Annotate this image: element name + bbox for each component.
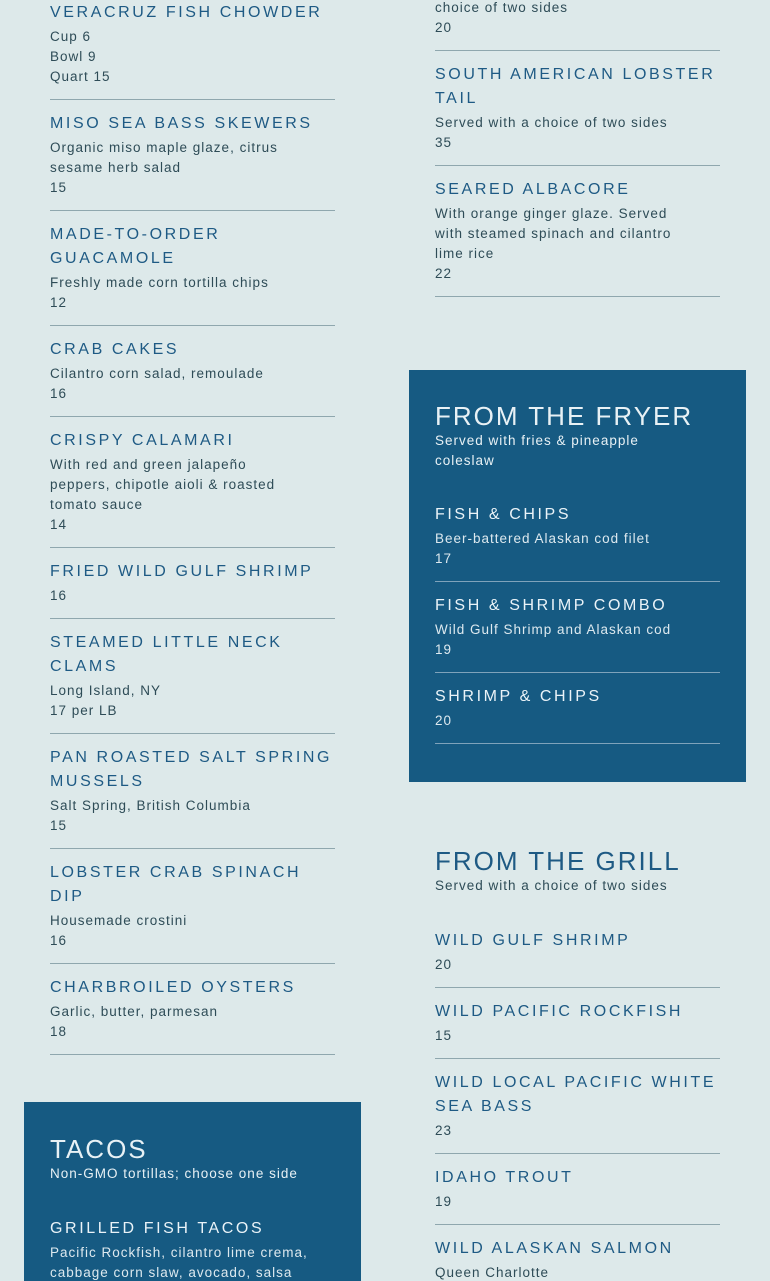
item-price: 23 bbox=[435, 1123, 453, 1138]
item-name: WILD ALASKAN SALMON bbox=[435, 1240, 674, 1257]
fryer-subtitle-1: Served with fries & pineapple bbox=[435, 433, 639, 448]
item-name: WILD GULF SHRIMP bbox=[435, 932, 631, 949]
menu-item bbox=[435, 1071, 720, 1154]
menu-item bbox=[50, 1, 335, 100]
menu-item bbox=[435, 594, 720, 673]
item-description: With orange ginger glaze. Served bbox=[435, 206, 668, 221]
item-description: Queen Charlotte bbox=[435, 1265, 550, 1280]
menu-item bbox=[435, 685, 720, 744]
tacos-panel bbox=[24, 1102, 361, 1281]
item-description: Quart 15 bbox=[50, 69, 111, 84]
menu-item bbox=[435, 1166, 720, 1225]
item-name: FISH & CHIPS bbox=[435, 506, 572, 523]
item-price: 15 bbox=[50, 818, 68, 833]
item-name: FRIED WILD GULF SHRIMP bbox=[50, 563, 314, 580]
menu-item bbox=[50, 976, 335, 1055]
grill-items bbox=[435, 929, 720, 1281]
menu-item bbox=[50, 112, 335, 211]
menu-item bbox=[50, 338, 335, 417]
item-price: 17 per LB bbox=[50, 703, 118, 718]
item-description: Cup 6 bbox=[50, 29, 92, 44]
item-description: choice of two sides bbox=[435, 0, 569, 15]
item-description: lime rice bbox=[435, 246, 495, 261]
entrees-items bbox=[435, 63, 720, 297]
item-description: Long Island, NY bbox=[50, 683, 162, 698]
menu-item bbox=[50, 631, 335, 734]
tacos-items bbox=[50, 1217, 340, 1281]
item-name: VERACRUZ FISH CHOWDER bbox=[50, 4, 323, 21]
item-name: LOBSTER CRAB SPINACH DIP bbox=[50, 864, 302, 905]
tacos-title: TACOS bbox=[50, 1134, 148, 1164]
item-name: IDAHO TROUT bbox=[435, 1169, 574, 1186]
item-description: Beer-battered Alaskan cod filet bbox=[435, 531, 650, 546]
menu-item bbox=[50, 1217, 340, 1281]
item-name: WILD LOCAL PACIFIC WHITE SEA BASS bbox=[435, 1074, 717, 1115]
item-price: 19 bbox=[435, 642, 453, 657]
item-name: MISO SEA BASS SKEWERS bbox=[50, 115, 313, 132]
appetizers-list bbox=[50, 1, 335, 1067]
item-price: 35 bbox=[435, 135, 453, 150]
item-description: Cilantro corn salad, remoulade bbox=[50, 366, 264, 381]
item-price: 15 bbox=[435, 1028, 453, 1043]
item-description: tomato sauce bbox=[50, 497, 144, 512]
entrees-list bbox=[435, 0, 720, 309]
item-description: Salt Spring, British Columbia bbox=[50, 798, 251, 813]
fryer-title: FROM THE FRYER bbox=[435, 401, 694, 431]
menu-item bbox=[435, 1000, 720, 1059]
tacos-subtitle: Non-GMO tortillas; choose one side bbox=[50, 1166, 298, 1181]
item-description: cabbage corn slaw, avocado, salsa bbox=[50, 1265, 293, 1280]
menu-item bbox=[435, 503, 720, 582]
menu-item bbox=[435, 1237, 720, 1281]
item-price: 16 bbox=[50, 588, 68, 603]
item-name: MADE-TO-ORDER GUACAMOLE bbox=[50, 226, 221, 267]
item-price: 20 bbox=[435, 957, 453, 972]
item-description: Organic miso maple glaze, citrus bbox=[50, 140, 278, 155]
menu-item bbox=[50, 861, 335, 964]
item-name: SOUTH AMERICAN LOBSTER TAIL bbox=[435, 66, 716, 107]
item-name: SHRIMP & CHIPS bbox=[435, 688, 602, 705]
item-description: with steamed spinach and cilantro bbox=[435, 226, 672, 241]
item-description: Bowl 9 bbox=[50, 49, 97, 64]
item-name: CHARBROILED OYSTERS bbox=[50, 979, 296, 996]
grill-section bbox=[435, 846, 720, 1281]
item-description: sesame herb salad bbox=[50, 160, 182, 175]
item-price: 16 bbox=[50, 933, 68, 948]
fryer-panel bbox=[409, 370, 746, 782]
item-description: Wild Gulf Shrimp and Alaskan cod bbox=[435, 622, 672, 637]
menu-item bbox=[435, 63, 720, 166]
menu-item bbox=[435, 178, 720, 297]
item-price: 22 bbox=[435, 266, 453, 281]
item-name: CRAB CAKES bbox=[50, 341, 180, 358]
item-description: Pacific Rockfish, cilantro lime crema, bbox=[50, 1245, 308, 1260]
fryer-items bbox=[435, 503, 720, 744]
item-name: GRILLED FISH TACOS bbox=[50, 1220, 265, 1237]
menu-item bbox=[50, 560, 335, 619]
item-description: Housemade crostini bbox=[50, 913, 188, 928]
item-price: 12 bbox=[50, 295, 68, 310]
item-description: peppers, chipotle aioli & roasted bbox=[50, 477, 276, 492]
item-price: 16 bbox=[50, 386, 68, 401]
fryer-subtitle-2: coleslaw bbox=[435, 453, 495, 468]
item-price: 17 bbox=[435, 551, 453, 566]
item-name: CRISPY CALAMARI bbox=[50, 432, 235, 449]
menu-item bbox=[435, 929, 720, 988]
item-description: With red and green jalapeño bbox=[50, 457, 247, 472]
menu-item bbox=[50, 429, 335, 548]
item-name: FISH & SHRIMP COMBO bbox=[435, 597, 668, 614]
item-price: 14 bbox=[50, 517, 68, 532]
item-name: WILD PACIFIC ROCKFISH bbox=[435, 1003, 684, 1020]
item-name: STEAMED LITTLE NECK CLAMS bbox=[50, 634, 283, 675]
menu-item bbox=[50, 223, 335, 326]
menu-item bbox=[50, 746, 335, 849]
grill-title: FROM THE GRILL bbox=[435, 846, 681, 876]
item-price: 18 bbox=[50, 1024, 68, 1039]
item-description: Freshly made corn tortilla chips bbox=[50, 275, 269, 290]
item-price: 20 bbox=[435, 713, 453, 728]
item-price: 20 bbox=[435, 20, 453, 35]
item-name: PAN ROASTED SALT SPRING MUSSELS bbox=[50, 749, 333, 790]
grill-subtitle: Served with a choice of two sides bbox=[435, 878, 668, 893]
item-description: Garlic, butter, parmesan bbox=[50, 1004, 219, 1019]
item-name: SEARED ALBACORE bbox=[435, 181, 631, 198]
item-price: 15 bbox=[50, 180, 68, 195]
item-price: 19 bbox=[435, 1194, 453, 1209]
list-item bbox=[435, 0, 720, 51]
item-description: Served with a choice of two sides bbox=[435, 115, 668, 130]
